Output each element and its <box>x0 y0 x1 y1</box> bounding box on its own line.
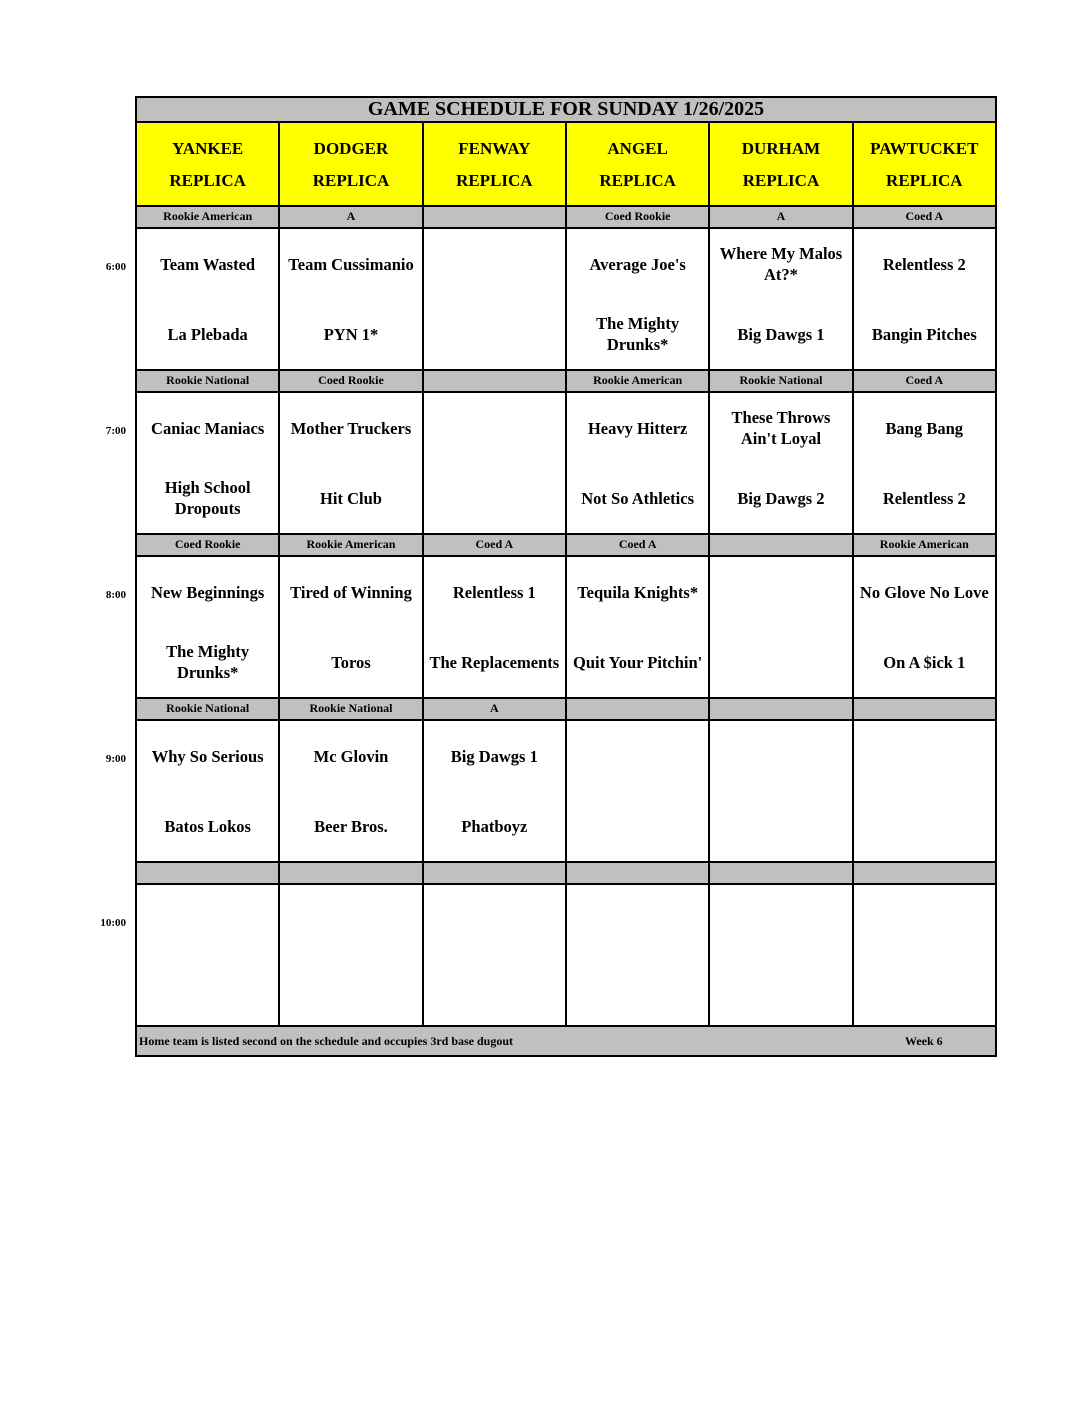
division-cell <box>422 371 565 393</box>
division-cell: Rookie American <box>278 535 421 557</box>
away-team: Mc Glovin <box>313 746 389 766</box>
game-cell <box>852 557 997 699</box>
away-team: Bang Bang <box>885 418 964 438</box>
field-header-angel <box>565 123 708 207</box>
game-cell <box>708 393 851 535</box>
division-cell: A <box>708 207 851 229</box>
away-team: Where My Malos At?* <box>719 244 843 284</box>
away-team <box>710 721 851 791</box>
game-cell <box>422 885 565 1027</box>
division-cell: Coed Rookie <box>135 535 278 557</box>
field-header-dodger <box>278 123 421 207</box>
home-team: Relentless 2 <box>882 488 966 508</box>
away-team: Why So Serious <box>151 746 264 766</box>
division-cell: A <box>422 699 565 721</box>
game-row <box>135 721 997 863</box>
game-cell <box>708 229 851 371</box>
division-row <box>135 207 997 229</box>
game-cell <box>565 885 708 1027</box>
home-team: The Replacements <box>429 652 560 672</box>
division-cell: Rookie American <box>565 371 708 393</box>
game-cell <box>422 393 565 535</box>
home-team: Bangin Pitches <box>871 324 977 344</box>
division-cell: Rookie American <box>852 535 997 557</box>
away-team <box>424 393 565 463</box>
home-team <box>280 955 421 1025</box>
away-team: These Throws Ain't Loyal <box>731 408 831 448</box>
division-cell: Coed A <box>852 371 997 393</box>
home-team <box>567 955 708 1025</box>
away-team <box>424 229 565 299</box>
division-cell: Rookie National <box>135 699 278 721</box>
field-sub: REPLICA <box>742 171 820 190</box>
home-team: The Mighty Drunks* <box>596 314 680 354</box>
away-team <box>424 885 565 955</box>
schedule-footer <box>135 1027 997 1057</box>
field-sub: REPLICA <box>599 171 676 190</box>
away-team: No Glove No Love <box>859 582 989 602</box>
home-team: On A $ick 1 <box>883 652 966 672</box>
division-cell: Rookie National <box>708 371 851 393</box>
time-slot-800 <box>105 535 997 699</box>
home-team: Quit Your Pitchin' <box>573 652 703 672</box>
field-sub: REPLICA <box>312 171 390 190</box>
field-name: DODGER <box>313 139 389 158</box>
game-cell <box>852 229 997 371</box>
division-cell: Rookie National <box>135 371 278 393</box>
game-cell <box>278 721 421 863</box>
away-team: Big Dawgs 1 <box>450 746 538 766</box>
away-team <box>710 557 851 627</box>
home-team <box>854 955 995 1025</box>
away-team <box>567 885 708 955</box>
away-team <box>567 721 708 791</box>
away-team: Tired of Winning <box>290 582 412 602</box>
field-name: DURHAM <box>741 139 821 158</box>
away-team: Tequila Knights* <box>577 582 699 602</box>
field-sub: REPLICA <box>456 171 533 190</box>
away-team: Relentless 1 <box>452 582 536 602</box>
game-cell <box>565 721 708 863</box>
field-header-fenway <box>422 123 565 207</box>
division-cell: Rookie National <box>278 699 421 721</box>
field-header-durham <box>708 123 851 207</box>
division-cell <box>565 863 708 885</box>
game-cell <box>278 885 421 1027</box>
division-cell: Coed Rookie <box>565 207 708 229</box>
division-row <box>135 371 997 393</box>
home-team: Toros <box>331 652 371 672</box>
home-team: PYN 1* <box>323 324 379 344</box>
division-cell: A <box>278 207 421 229</box>
field-name: PAWTUCKET <box>870 139 979 158</box>
game-cell <box>852 721 997 863</box>
field-sub: REPLICA <box>169 171 246 190</box>
home-team-note: Home team is listed second on the schedule and occupies 3rd base dugout <box>139 1034 514 1048</box>
time-label: 8:00 <box>105 589 126 601</box>
field-header-pawtucket <box>852 123 997 207</box>
division-cell <box>422 863 565 885</box>
home-team: Beer Bros. <box>314 816 388 836</box>
home-team: Batos Lokos <box>164 816 251 836</box>
game-cell <box>852 393 997 535</box>
game-cell <box>135 557 278 699</box>
home-team: Phatboyz <box>461 816 528 836</box>
game-cell <box>135 393 278 535</box>
field-header-row <box>135 123 997 207</box>
game-cell <box>565 229 708 371</box>
game-cell <box>135 229 278 371</box>
game-row <box>135 229 997 371</box>
home-team <box>424 955 565 1025</box>
home-team <box>710 955 851 1025</box>
time-slot-900 <box>105 699 997 863</box>
away-team: New Beginnings <box>151 582 265 602</box>
game-cell <box>422 721 565 863</box>
game-cell <box>422 557 565 699</box>
away-team: Heavy Hitterz <box>587 418 688 438</box>
home-team <box>710 791 851 861</box>
time-slot-1000 <box>100 863 997 1027</box>
home-team <box>424 299 565 369</box>
home-team: Not So Athletics <box>581 488 695 508</box>
away-team <box>710 885 851 955</box>
division-cell: Rookie American <box>135 207 278 229</box>
time-label: 9:00 <box>105 753 126 765</box>
game-cell <box>278 557 421 699</box>
game-row <box>135 557 997 699</box>
home-team: Hit Club <box>320 488 382 508</box>
game-cell <box>135 885 278 1027</box>
division-row <box>135 699 997 721</box>
home-team <box>137 955 278 1025</box>
division-cell <box>852 699 997 721</box>
game-cell <box>708 557 851 699</box>
home-team: High School Dropouts <box>164 478 251 518</box>
home-team: Big Dawgs 2 <box>737 488 825 508</box>
game-cell <box>278 393 421 535</box>
field-sub: REPLICA <box>886 171 963 190</box>
game-row <box>135 885 997 1027</box>
game-cell <box>278 229 421 371</box>
game-cell <box>565 393 708 535</box>
time-label: 6:00 <box>105 261 126 273</box>
away-team: Relentless 2 <box>882 254 966 274</box>
division-cell <box>852 863 997 885</box>
game-cell <box>708 885 851 1027</box>
field-name: YANKEE <box>172 139 244 158</box>
division-cell <box>708 699 851 721</box>
game-row <box>135 393 997 535</box>
away-team <box>854 721 995 791</box>
field-header-yankee <box>135 123 278 207</box>
away-team <box>854 885 995 955</box>
week-label: Week 6 <box>905 1034 943 1048</box>
division-cell <box>708 863 851 885</box>
away-team <box>137 885 278 955</box>
home-team: The Mighty Drunks* <box>166 642 250 682</box>
home-team: La Plebada <box>167 324 248 344</box>
game-cell <box>852 885 997 1027</box>
game-cell <box>708 721 851 863</box>
away-team: Average Joe's <box>589 254 686 274</box>
game-cell <box>135 721 278 863</box>
home-team <box>567 791 708 861</box>
time-label: 7:00 <box>105 425 126 437</box>
schedule-title: GAME SCHEDULE FOR SUNDAY 1/26/2025 <box>135 96 997 123</box>
time-slot-600 <box>105 207 997 371</box>
division-cell: Coed A <box>852 207 997 229</box>
game-cell <box>565 557 708 699</box>
home-team <box>424 463 565 533</box>
field-name: ANGEL <box>607 139 668 158</box>
away-team: Team Cussimanio <box>288 254 414 274</box>
away-team <box>280 885 421 955</box>
home-team <box>854 791 995 861</box>
schedule-sheet <box>100 96 997 1057</box>
away-team: Caniac Maniacs <box>151 418 265 438</box>
time-label: 10:00 <box>100 917 126 929</box>
field-name: FENWAY <box>458 139 531 158</box>
division-cell <box>135 863 278 885</box>
division-cell <box>565 699 708 721</box>
home-team <box>710 627 851 697</box>
away-team: Team Wasted <box>160 254 256 274</box>
away-team: Mother Truckers <box>290 418 412 438</box>
game-cell <box>422 229 565 371</box>
division-cell <box>708 535 851 557</box>
division-cell <box>422 207 565 229</box>
division-cell: Coed A <box>565 535 708 557</box>
division-cell <box>278 863 421 885</box>
division-cell: Coed Rookie <box>278 371 421 393</box>
division-row <box>135 535 997 557</box>
division-cell: Coed A <box>422 535 565 557</box>
time-slot-700 <box>105 371 997 535</box>
division-row <box>135 863 997 885</box>
home-team: Big Dawgs 1 <box>737 324 825 344</box>
